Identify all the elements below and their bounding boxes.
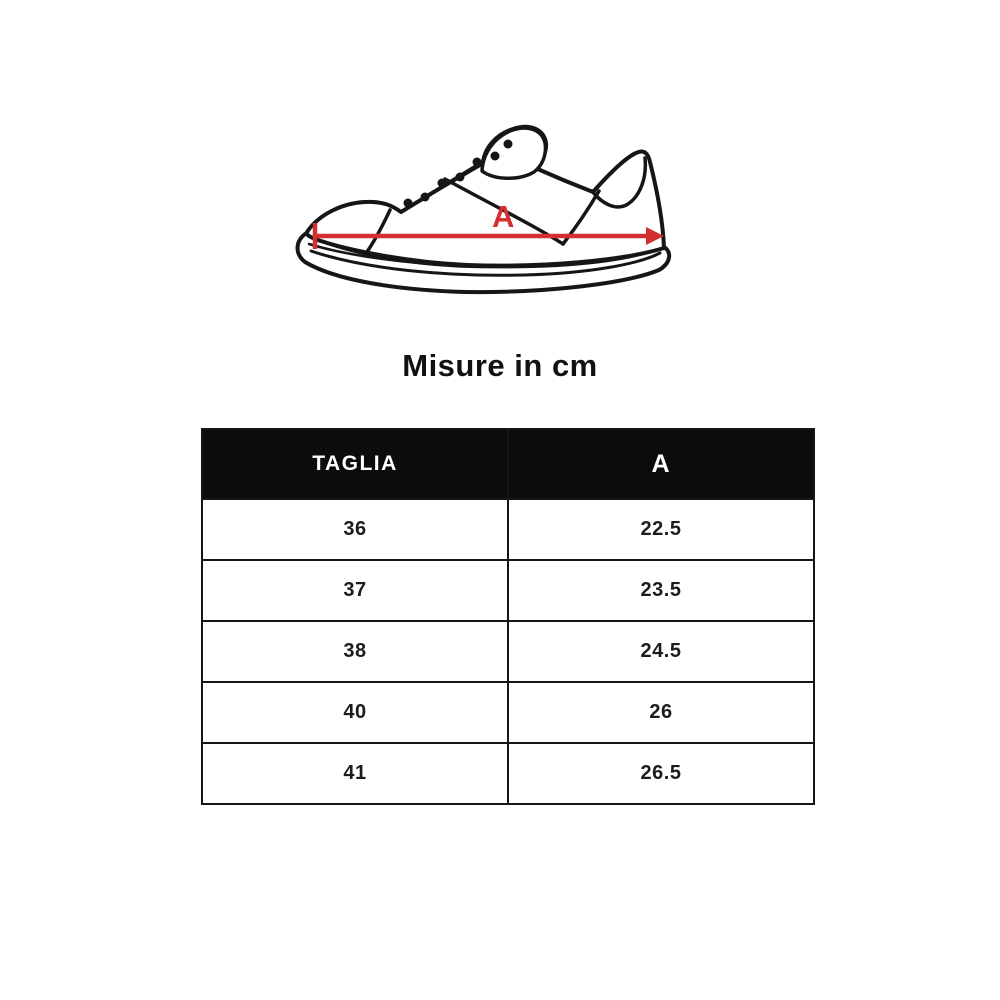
size-table	[201, 428, 815, 805]
table-row	[202, 743, 814, 804]
measure-cell: 26.5	[508, 743, 814, 804]
measure-cell: 26	[508, 682, 814, 743]
page-title: Misure in cm	[402, 348, 598, 383]
size-cell: 41	[202, 743, 508, 804]
measure-label-a: A	[492, 199, 515, 234]
table-row	[202, 499, 814, 560]
table-row	[202, 682, 814, 743]
size-cell: 38	[202, 621, 508, 682]
size-cell: 36	[202, 499, 508, 560]
header-cell-taglia: TAGLIA	[202, 429, 508, 499]
shoe-diagram	[295, 100, 695, 310]
measure-cell: 23.5	[508, 560, 814, 621]
size-cell: 37	[202, 560, 508, 621]
measure-cell: 24.5	[508, 621, 814, 682]
measure-cell: 22.5	[508, 499, 814, 560]
size-table-header-row	[202, 429, 814, 499]
shoe-upper-outline	[307, 127, 664, 266]
size-cell: 40	[202, 682, 508, 743]
table-row	[202, 621, 814, 682]
size-table-body	[202, 499, 814, 804]
table-row	[202, 560, 814, 621]
header-cell-a: A	[508, 429, 814, 499]
